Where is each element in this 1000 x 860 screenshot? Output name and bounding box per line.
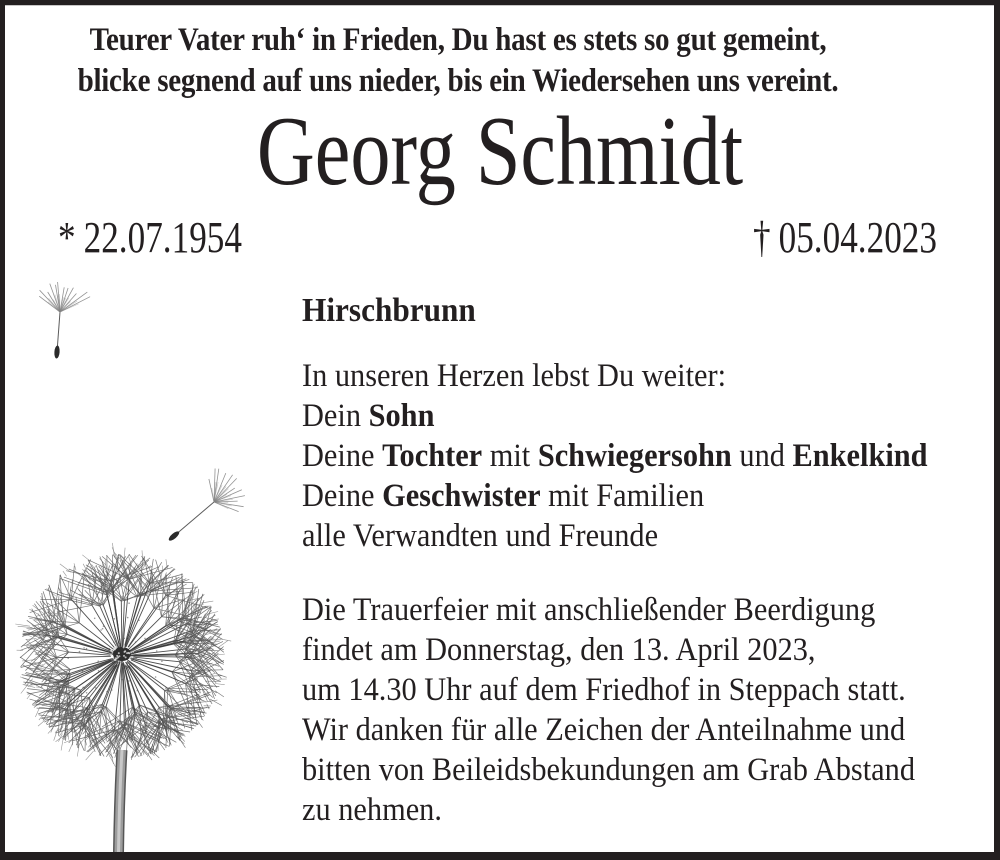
deceased-name: Georg Schmidt (256, 97, 744, 206)
epitaph (55, 20, 861, 102)
mourner-line: Dein Sohn (302, 398, 435, 434)
mourners-intro: In unseren Herzen lebst Du weiter: (302, 358, 727, 394)
funeral-info (302, 590, 915, 830)
epitaph-line-2: blicke segnend auf uns nieder, bis ein Wiedersehen uns vereint. (77, 63, 839, 99)
dandelion-illustration (0, 280, 250, 853)
mourners-list (302, 356, 928, 556)
birth-star-symbol: * (58, 213, 76, 262)
death-cross-symbol: † (753, 213, 771, 262)
epitaph-line-1: Teurer Vater ruh‘ in Frieden, Du hast es stets so gut gemeint, (89, 22, 827, 58)
death-date: 05.04.2023 (778, 213, 937, 262)
funeral-line: um 14.30 Uhr auf dem Friedhof in Steppach statt. (302, 672, 906, 708)
birth-date-row (58, 214, 242, 262)
birth-date: 22.07.1954 (83, 213, 242, 262)
death-date-row (753, 214, 937, 262)
funeral-line: bitten von Beileidsbekundungen am Grab Abstand (302, 752, 916, 788)
mourner-line: Deine Tochter mit Schwiegersohn und Enkelkind (302, 438, 928, 474)
place-name: Hirschbrunn (302, 292, 476, 329)
mourner-line: alle Verwandten und Freunde (302, 518, 659, 554)
funeral-line: Die Trauerfeier mit anschließender Beerdigung (302, 592, 876, 628)
mourner-line: Deine Geschwister mit Familien (302, 478, 705, 514)
funeral-line: findet am Donnerstag, den 13. April 2023, (302, 632, 816, 668)
funeral-line: zu nehmen. (302, 792, 442, 828)
funeral-line: Wir danken für alle Zeichen der Anteilnahme und (302, 712, 906, 748)
